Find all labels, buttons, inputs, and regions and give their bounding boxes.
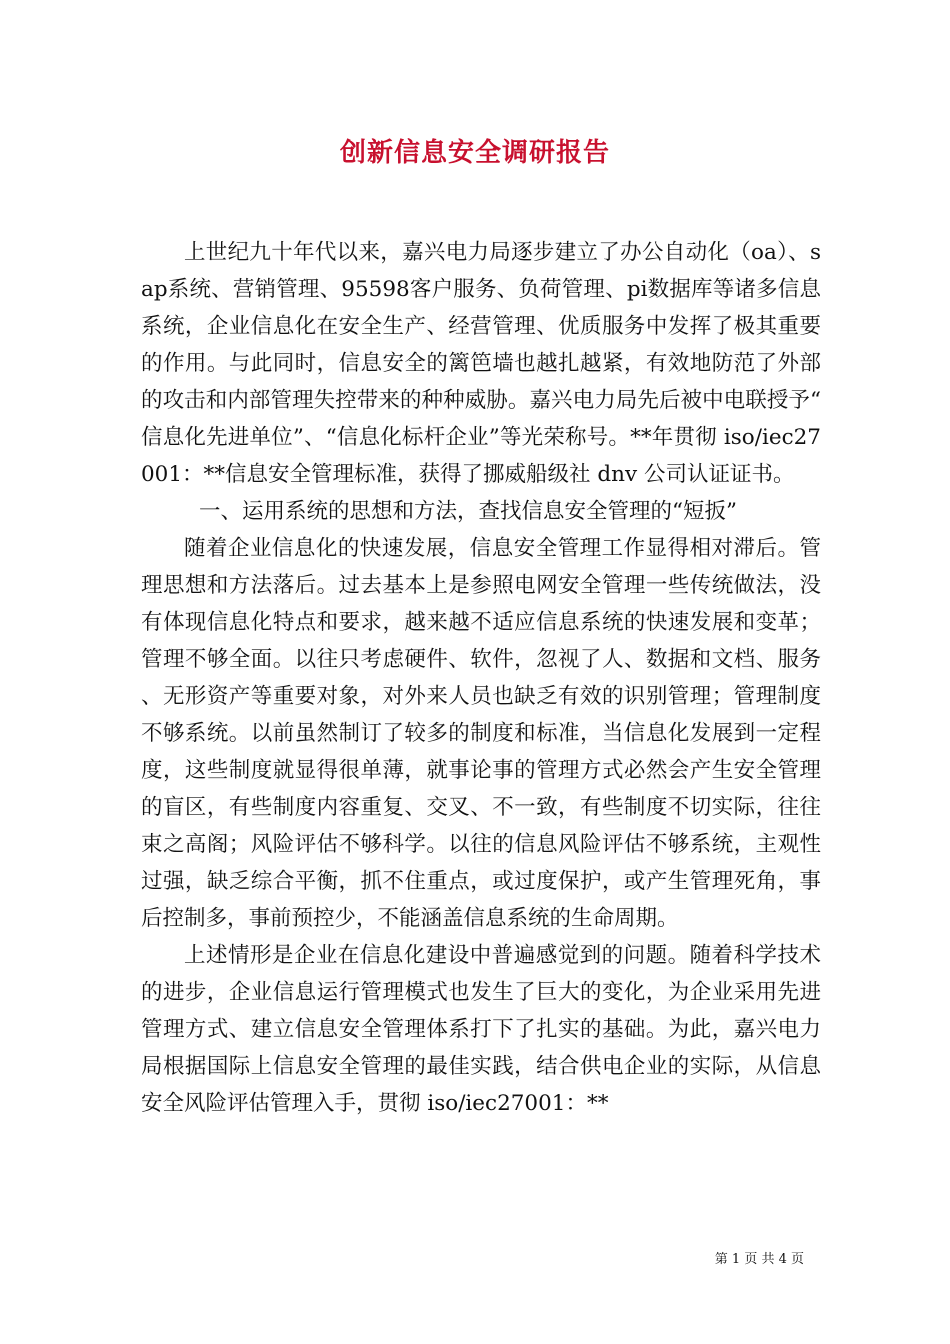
paragraph-approach: 上述情形是企业在信息化建设中普遍感觉到的问题。随着科学技术的进步，企业信息运行管理模式也发生了巨大的变化，为企业采用先进管理方式、建立信息安全管理体系打下了扎实的基础。为此，嘉兴电力局根据国际上信息安全管理的最佳实践，结合供电企业的实际，从信息安全风险评估管理入手，贯彻 iso/iec27001：** — [141, 943, 821, 1116]
paragraph-problems: 随着企业信息化的快速发展，信息安全管理工作显得相对滞后。管理思想和方法落后。过去基本上是参照电网安全管理一些传统做法，没有体现信息化特点和要求，越来越不适应信息系统的快速发展和变革；管理不够全面。以往只考虑硬件、软件，忽视了人、数据和文档、服务、无形资产等重要对象，对外来人员也缺乏有效的识别管理；管理制度不够系统。以前虽然制订了较多的制度和标准，当信息化发展到一定程度，这些制度就显得很单薄，就事论事的管理方式必然会产生安全管理的盲区，有些制度内容重复、交叉、不一致，有些制度不切实际，往往束之高阁；风险评估不够科学。以往的信息风险评估不够系统，主观性过强，缺乏综合平衡，抓不住重点，或过度保护，或产生管理死角，事后控制多，事前预控少，不能涵盖信息系统的生命周期。 — [141, 536, 821, 931]
paragraph-intro: 上世纪九十年代以来，嘉兴电力局逐步建立了办公自动化（oa）、sap系统、营销管理、95598客户服务、负荷管理、pi数据库等诸多信息系统，企业信息化在安全生产、经营管理、优质服务中发挥了极其重要的作用。与此同时，信息安全的篱笆墙也越扎越紧，有效地防范了外部的攻击和内部管理失控带来的种种威胁。嘉兴电力局先后被中电联授予“信息化先进单位”、“信息化标杆企业”等光荣称号。**年贯彻 iso/iec27001：**信息安全管理标准，获得了挪威船级社 dnv 公司认证证书。 — [141, 240, 821, 487]
section-heading-1: 一、运用系统的思想和方法，查找信息安全管理的“短扳” — [199, 499, 738, 524]
document-title: 创新信息安全调研报告 — [339, 138, 610, 168]
page-number-footer: 第 1 页 共 4 页 — [714, 1252, 804, 1267]
document-body — [141, 234, 821, 1122]
